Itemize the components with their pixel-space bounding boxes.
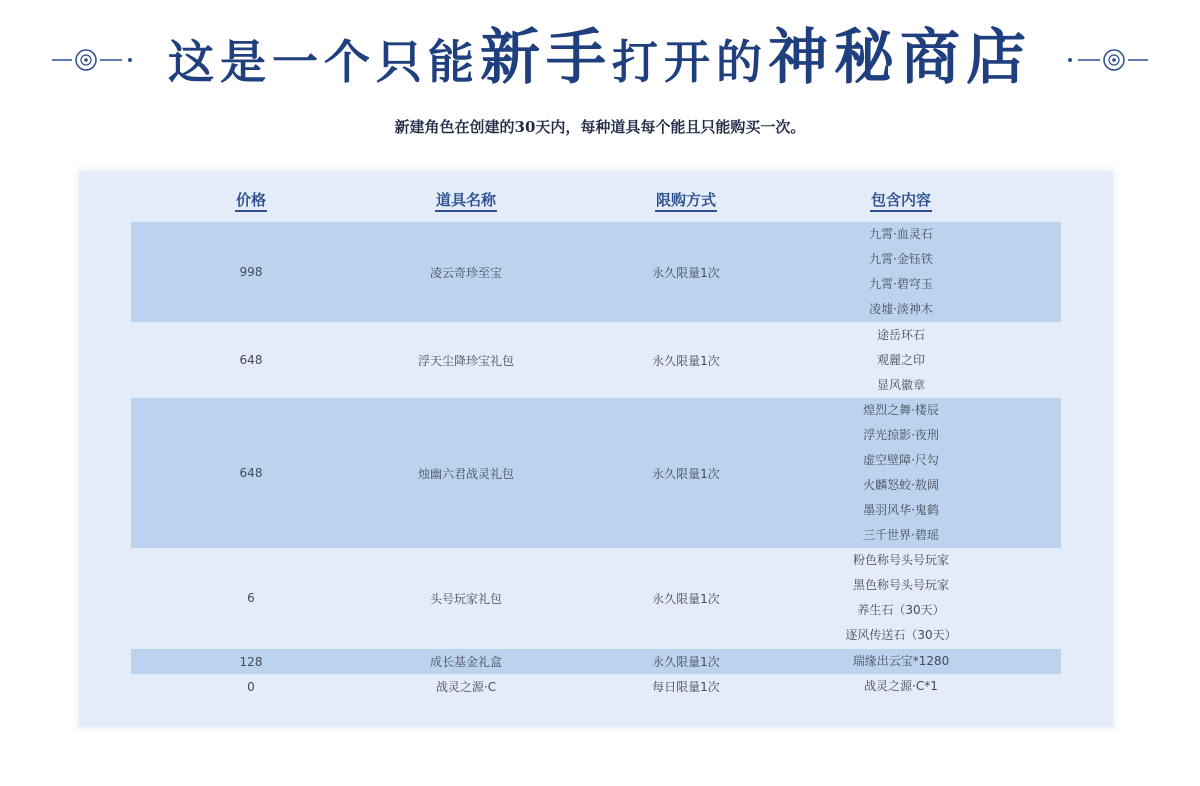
content-item: 粉色称号头号玩家 — [852, 553, 949, 567]
table-row — [131, 222, 1061, 322]
title-part-4: 神秘商店 — [768, 23, 1032, 93]
row-limit: 永久限量1次 — [652, 655, 720, 669]
row-price: 998 — [239, 265, 263, 279]
title-part-3: 打开的 — [612, 35, 768, 89]
content-item: 浮光掠影·夜刑 — [863, 428, 939, 442]
ornament-right-icon — [1058, 48, 1148, 72]
row-limit: 永久限量1次 — [652, 466, 720, 481]
header-limit: 限购方式 — [601, 186, 771, 216]
content-item: 九霄·碧穹玉 — [869, 277, 933, 291]
row-price: 648 — [239, 353, 263, 367]
content-item: 三千世界·碧瑶 — [863, 528, 939, 542]
row-item-name: 浮天尘降珍宝礼包 — [417, 353, 514, 368]
row-price: 0 — [247, 679, 255, 694]
header-price: 价格 — [201, 186, 301, 216]
header-contents: 包含内容 — [781, 186, 1021, 216]
table-row — [131, 398, 1061, 548]
content-item: 虚空壁障·尺勾 — [863, 453, 939, 467]
table-header — [131, 186, 1061, 216]
content-item: 煌烈之舞·楼辰 — [863, 403, 939, 417]
content-item: 途岳环石 — [876, 327, 925, 342]
content-item: 显风徽章 — [876, 377, 925, 392]
content-item: 观麗之印 — [876, 352, 925, 367]
row-item-name: 成长基金礼盒 — [429, 655, 502, 669]
content-item: 火麟怒蛟·敖阔 — [863, 478, 939, 492]
content-item: 战灵之源·C*1 — [864, 679, 938, 693]
row-item-name: 头号玩家礼包 — [429, 591, 502, 606]
page-title — [0, 18, 1200, 113]
table-row — [131, 322, 1061, 398]
content-item: 九霄·金钰铁 — [869, 252, 933, 266]
row-contents — [781, 398, 1021, 548]
title-part-1: 这是一个只能 — [168, 35, 480, 89]
row-contents — [781, 649, 1021, 674]
row-contents — [781, 222, 1021, 322]
content-item: 黑色称号头号玩家 — [852, 578, 949, 592]
title-part-2: 新手 — [480, 23, 612, 93]
row-contents — [781, 322, 1021, 398]
content-item: 瑞缘出云宝*1280 — [852, 654, 950, 668]
row-limit: 每日限量1次 — [652, 680, 720, 694]
row-item-name: 烛幽六君战灵礼包 — [417, 466, 514, 481]
table-row — [131, 548, 1061, 648]
subtitle: 新建角色在创建的30天内，每种道具每个能且只能购买一次。 — [394, 118, 806, 136]
row-contents — [781, 548, 1021, 648]
row-price: 648 — [239, 466, 263, 480]
row-item-name: 凌云奇珍至宝 — [429, 265, 502, 280]
content-item: 九霄·血灵石 — [869, 227, 933, 241]
header-item-name: 道具名称 — [361, 186, 571, 216]
row-price: 6 — [247, 591, 255, 605]
row-limit: 永久限量1次 — [652, 591, 720, 606]
content-item: 养生石（30天） — [857, 603, 945, 617]
table-row — [131, 649, 1061, 674]
row-limit: 永久限量1次 — [652, 353, 720, 368]
content-item: 墨羽风华·鬼鹤 — [863, 503, 939, 517]
content-item: 凌墟·淡神木 — [869, 302, 933, 316]
row-limit: 永久限量1次 — [652, 265, 720, 280]
table-row — [131, 674, 1061, 699]
content-item: 逐风传送石（30天） — [845, 628, 957, 642]
row-item-name: 战灵之源·C — [435, 680, 497, 694]
row-contents — [781, 674, 1021, 699]
row-price: 128 — [239, 654, 263, 669]
title-row — [0, 18, 1200, 98]
